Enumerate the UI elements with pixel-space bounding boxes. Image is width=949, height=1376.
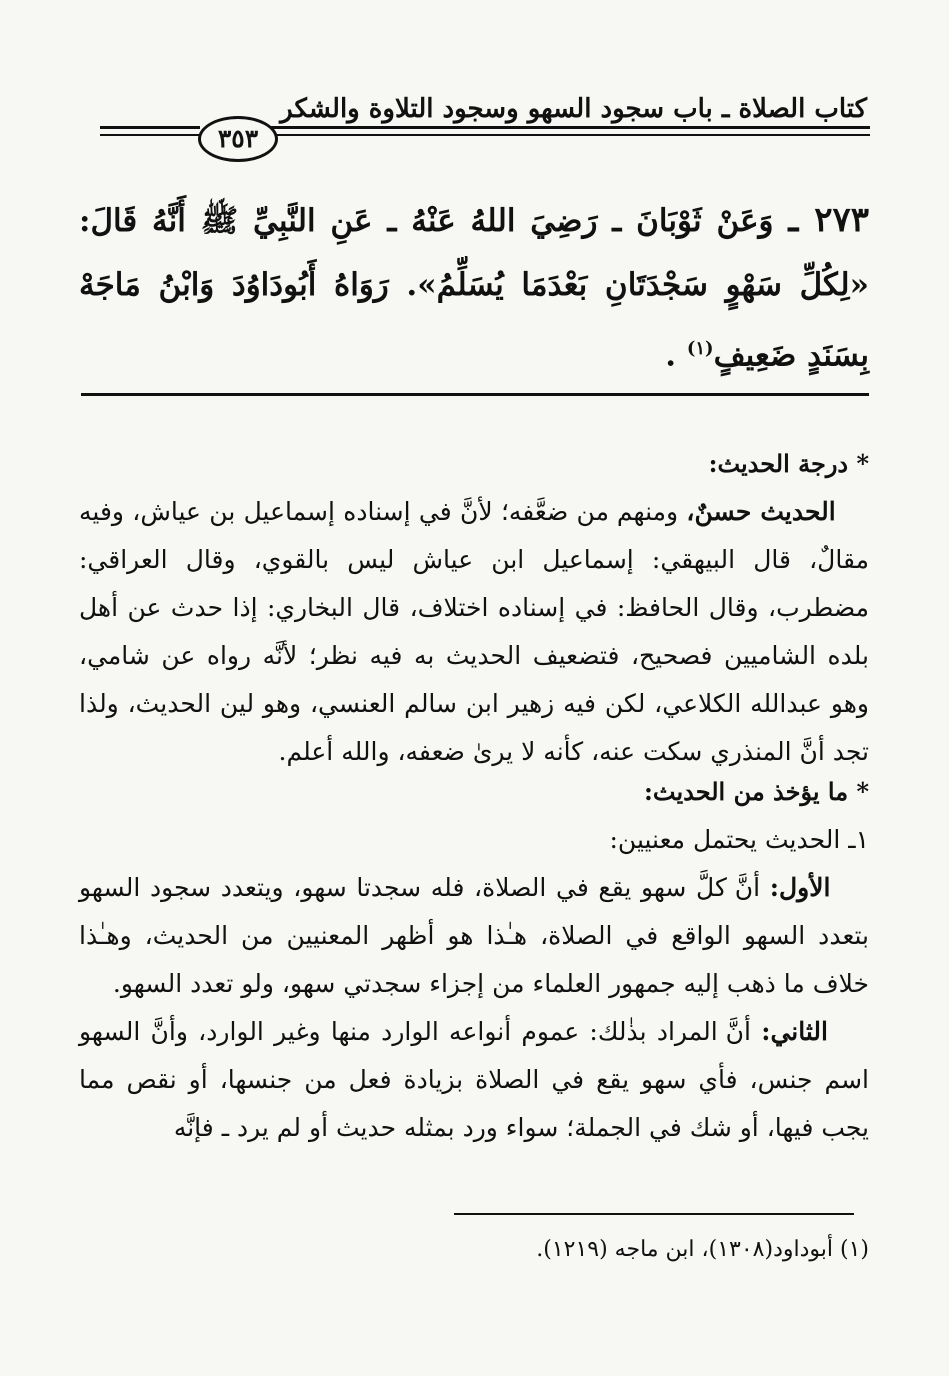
first-meaning-label: الأول: — [769, 873, 831, 902]
running-title: كتاب الصلاة ـ باب سجود السهو وسجود التلاوة والشكر — [280, 94, 867, 124]
second-meaning-label: الثاني: — [761, 1017, 828, 1046]
hadith-grade-section — [79, 440, 869, 776]
footnote-rule — [454, 1213, 854, 1215]
grade-lead: الحديث حسنٌ، — [686, 497, 836, 526]
header-rule-right-thin — [270, 134, 870, 136]
hadith-number: ٢٧٣ ـ — [788, 200, 869, 240]
section-divider — [81, 393, 869, 396]
second-meaning-text: أنَّ المراد بذٰلك: عموم أنواعه الوارد منها وغير الوارد، وأنَّ السهو اسم جنس، فأي سهو يقع في الصلاة بزيادة فعل من جنسها، أو نقص مما يجب فيها، أو شك في الجملة؛ سواء ورد بمثله حديث أو لم يرد ـ فإنَّه — [79, 1017, 869, 1142]
first-meaning — [79, 864, 869, 1008]
page-number: ٣٥٣ — [198, 116, 278, 162]
footnote: (١) أبوداود(١٣٠٨)، ابن ماجه (١٢١٩). — [536, 1237, 869, 1262]
hadith-text-block — [79, 188, 869, 387]
section-heading-lessons: * ما يؤخذ من الحديث: — [644, 777, 869, 806]
section-heading-grade: * درجة الحديث: — [708, 449, 869, 478]
footnote-reference: (١) — [686, 338, 714, 359]
hadith-end: . — [665, 337, 677, 374]
lessons-section — [79, 768, 869, 1152]
grade-text: ومنهم من ضعَّفه؛ لأنَّ في إسناده إسماعيل بن عياش، وفيه مقالٌ، قال البيهقي: إسماعيل ابن عياش ليس بالقوي، وقال العراقي: مضطرب، وقال الحافظ: في إسناده اختلاف، قال البخاري: إذا حدث عن أهل بلده الشاميين فصحيح، فتضعيف الحديث به فيه نظر؛ لأنَّه رواه عن شامي، وهو عبدالله الكلاعي، لكن فيه زهير ابن سالم العنسي، وهو لين الحديث، ولذا تجد أنَّ المنذري سكت عنه، كأنه لا يرىٰ ضعفه، والله أعلم. — [79, 497, 869, 766]
header-rule-left-thin — [100, 134, 200, 136]
lessons-intro: ١ـ الحديث يحتمل معنيين: — [609, 825, 869, 854]
hadith-text: وَعَنْ ثَوْبَانَ ـ رَضِيَ اللهُ عَنْهُ ـ عَنِ النَّبِيِّ ﷺ أَنَّهُ قَالَ: «لِكُلِّ سَهْوٍ سَجْدَتَانِ بَعْدَمَا يُسَلِّمُ». رَوَاهُ أَبُودَاوُدَ وَابْنُ مَاجَهْ بِسَنَدٍ ضَعِيفٍ — [79, 203, 869, 374]
grade-paragraph — [79, 488, 869, 776]
header-rule-left — [100, 126, 200, 129]
header-rule-right — [270, 126, 870, 129]
second-meaning — [79, 1008, 869, 1152]
first-meaning-text: أنَّ كلَّ سهو يقع في الصلاة، فله سجدتا سهو، ويتعدد سجود السهو بتعدد السهو الواقع في الصلاة، هـٰذا هو أظهر المعنيين من الحديث، وهـٰذا خلاف ما ذهب إليه جمهور العلماء من إجزاء سجدتي سهو، ولو تعدد السهو. — [79, 873, 870, 998]
